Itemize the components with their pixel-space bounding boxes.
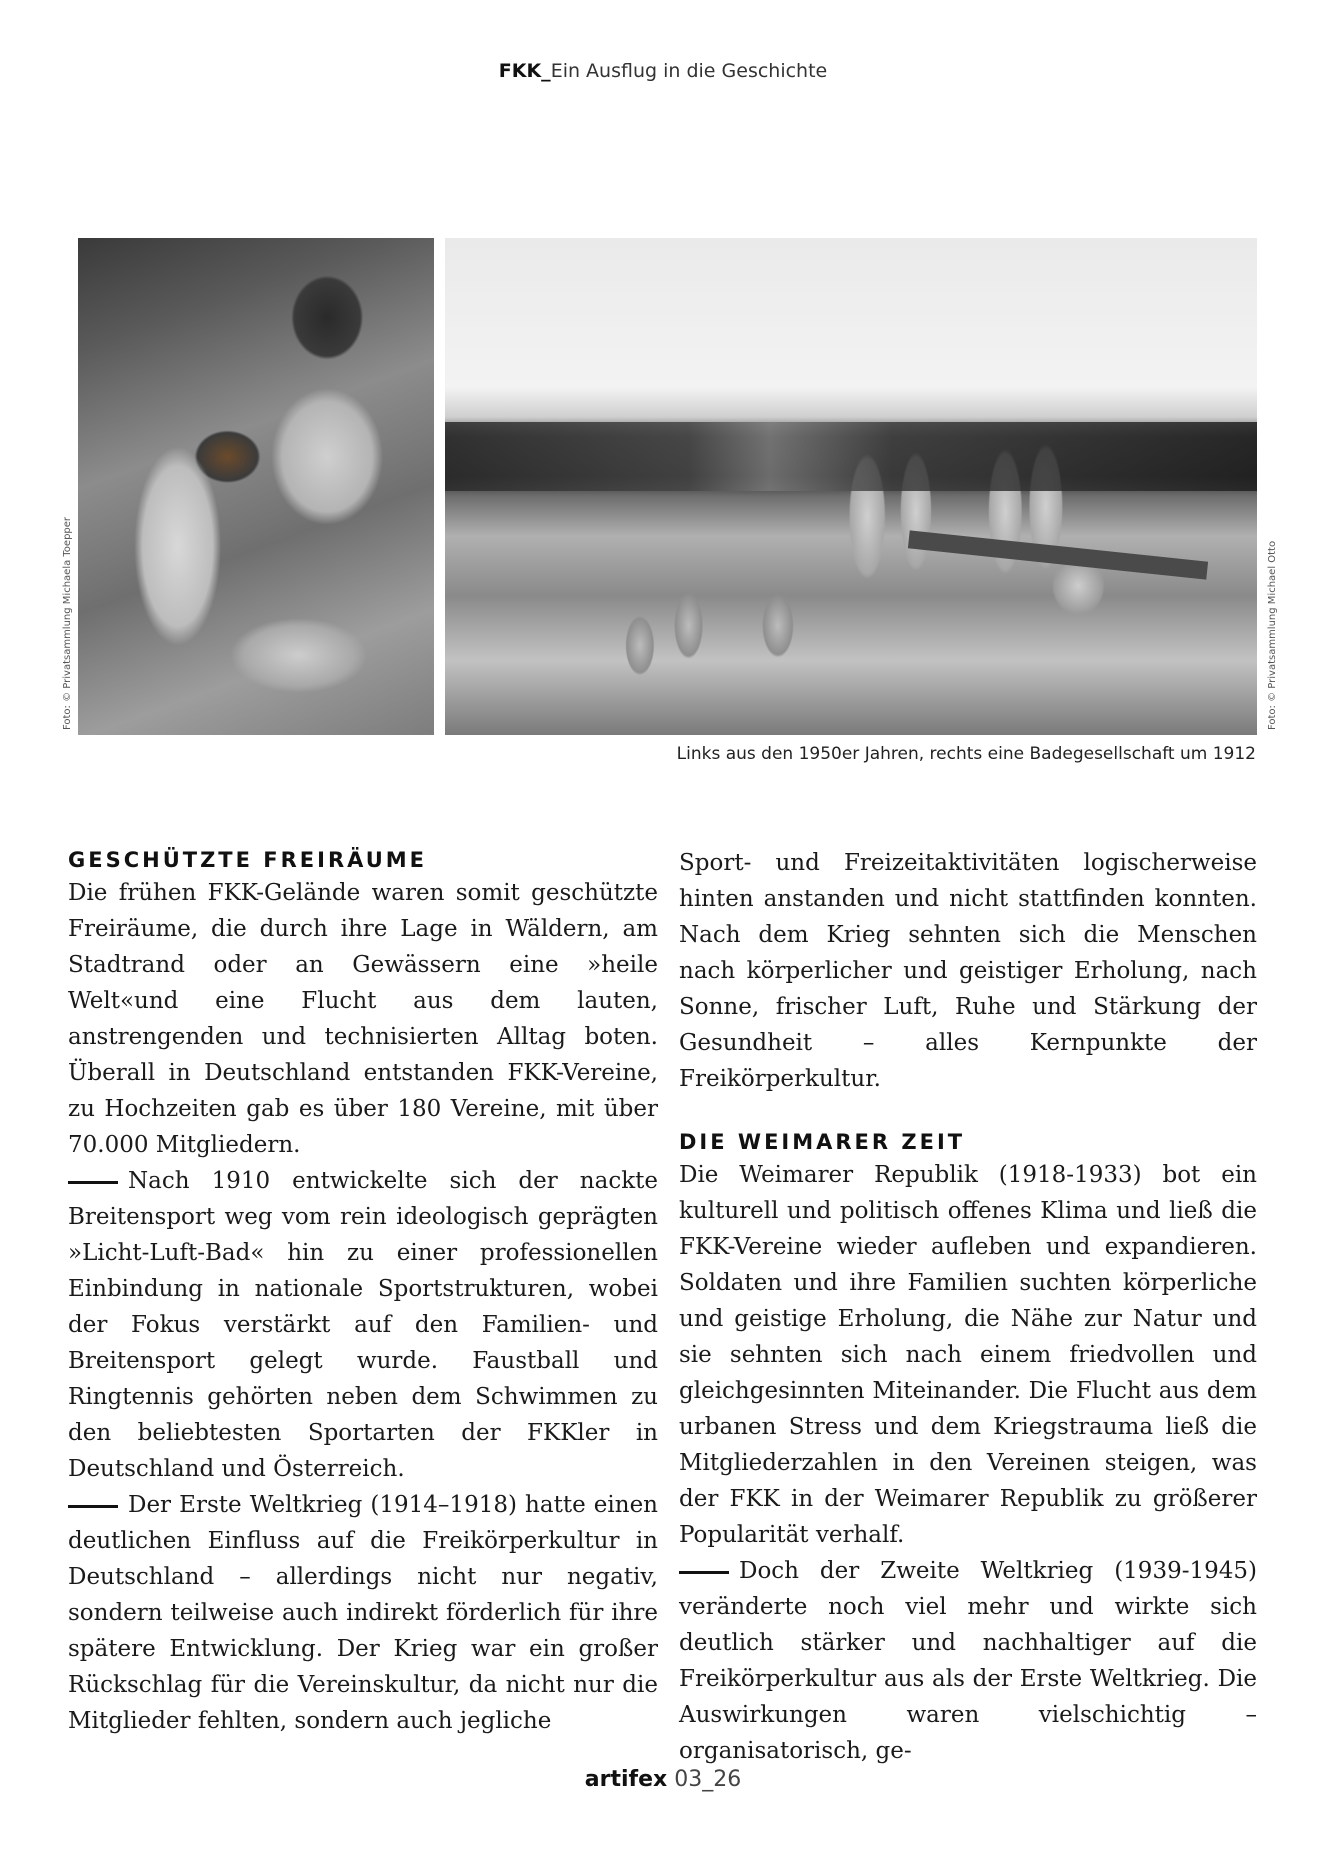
photo-credit-left: Foto: © Privatsammlung Michaela Toepper xyxy=(62,516,73,730)
paragraph-dash-marker xyxy=(68,1505,118,1508)
paragraph: Die Weimarer Republik (1918-1933) bot ein kulturell und politisch offenes Klima und ließ die FKK-Vereine wieder aufleben und expandieren. Soldaten und ihre Familien suchten körperliche und geistige Erholung, die Nähe zur Natur und sie sehnten sich nach einem friedvollen und gleichgesinnten Miteinander. Die Flucht aus dem urbanen Stress und dem Kriegstrauma ließ die Mitgliederzahlen in den Vereinen steigen, was der FKK in der Weimarer Republik zu größerer Popularität verhalf. xyxy=(679,1162,1257,1548)
paragraph-dash-marker xyxy=(679,1571,729,1574)
article-column-left xyxy=(68,845,658,1739)
paragraph-dash xyxy=(68,1163,658,1487)
paragraph: Die frühen FKK-Gelände waren somit geschützte Freiräume, die durch ihre Lage in Wäldern, am Stadtrand oder an Gewässern eine »heile Welt«und eine Flucht aus dem lauten, anstrengenden und technisierten Alltag boten. Überall in Deutschland entstanden FKK-Vereine, zu Hochzeiten gab es über 180 Vereine, mit über 70.000 Mitgliedern. xyxy=(68,880,658,1158)
paragraph-text: Nach 1910 entwickelte sich der nackte Breitensport weg vom rein ideologisch geprägten »Licht-Luft-Bad« hin zu einer professionellen Einbindung in nationale Sportstrukturen, wobei der Fokus verstärkt auf den Familien- und Breitensport gelegt wurde. Faustball und Ringtennis gehörten neben dem Schwimmen zu den beliebtesten Sportarten der FKKler in Deutschland und Österreich. xyxy=(68,1168,658,1482)
paragraph-text: Der Erste Weltkrieg (1914–1918) hatte einen deutlichen Einfluss auf die Freikörperkultur in Deutschland – allerdings nicht nur negativ, sondern teilweise auch indirekt förderlich für ihre spätere Entwicklung. Der Krieg war ein großer Rückschlag für die Vereinskultur, da nicht nur die Mitglieder fehlten, sondern auch jegliche xyxy=(68,1492,658,1734)
section-heading-freiraeume: GESCHÜTZTE FREIRÄUME xyxy=(68,848,428,872)
photo-treeline xyxy=(445,422,1257,492)
page-footer xyxy=(0,1767,1326,1792)
paragraph-dash xyxy=(68,1487,658,1739)
article-column-right xyxy=(679,845,1257,1769)
header-topic: Ein Ausflug in die Geschichte xyxy=(550,60,828,82)
paragraph-text: Doch der Zweite Weltkrieg (1939-1945) veränderte noch viel mehr und wirkte sich deutlich stärker und nachhaltiger auf die Freikörperkultur aus als der Erste Weltkrieg. Die Auswirkungen waren vielschichtig – organisatorisch, ge- xyxy=(679,1558,1257,1764)
paragraph: Sport- und Freizeitaktivitäten logischerweise hinten anstanden und nicht stattfinden konnten. Nach dem Krieg sehnten sich die Menschen nach körperlicher und geistiger Erholung, nach Sonne, frischer Luft, Ruhe und Stärkung der Gesundheit – alles Kernpunkte der Freikörperkultur. xyxy=(679,850,1257,1092)
photo-1950s-guitar xyxy=(78,238,434,735)
photo-caption: Links aus den 1950er Jahren, rechts eine Badegesellschaft um 1912 xyxy=(676,744,1256,764)
paragraph-dash-marker xyxy=(68,1181,118,1184)
footer-issue: 03_26 xyxy=(667,1767,742,1792)
paragraph-dash xyxy=(679,1553,1257,1769)
section-heading-weimar: DIE WEIMARER ZEIT xyxy=(679,1130,966,1154)
photo-dock xyxy=(908,530,1209,579)
photo-credit-right: Foto: © Privatsammlung Michael Otto xyxy=(1267,540,1278,730)
running-header xyxy=(0,60,1326,82)
photo-bathing-party-1912 xyxy=(445,238,1257,735)
footer-brand: artifex xyxy=(584,1767,668,1792)
header-section: FKK_ xyxy=(498,60,551,82)
